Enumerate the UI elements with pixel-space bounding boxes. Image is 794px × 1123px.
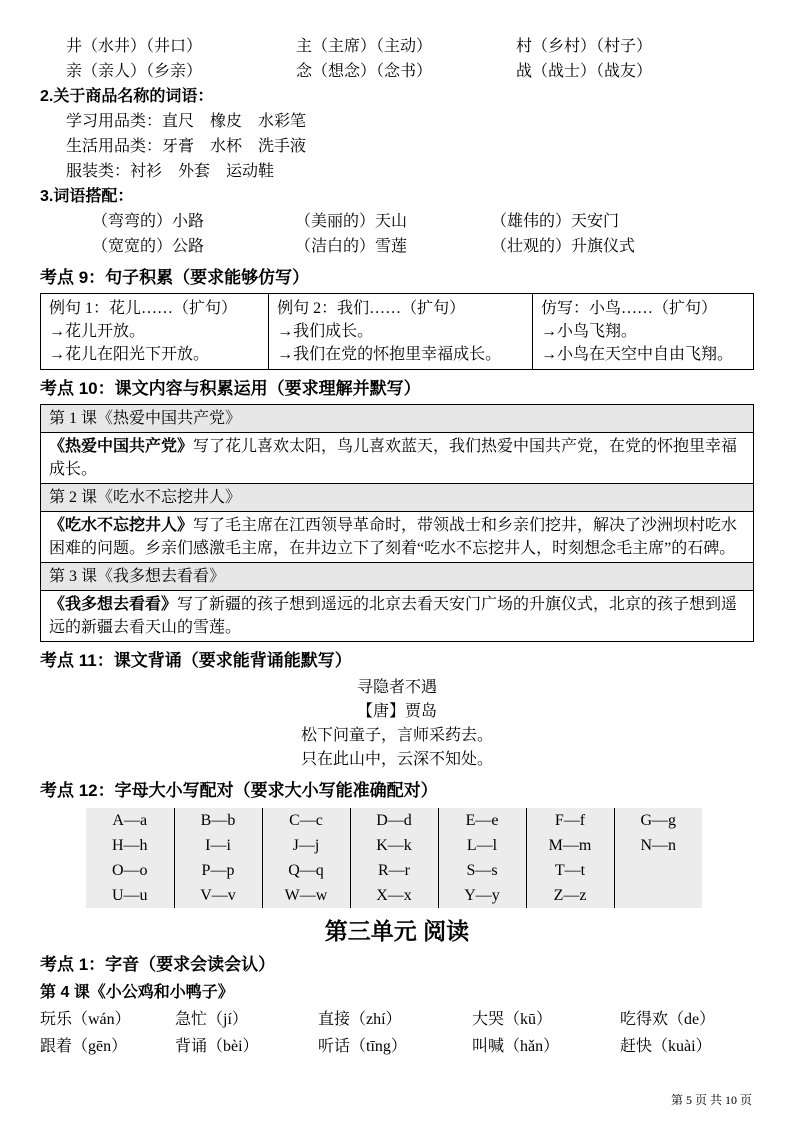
table-row: [41, 563, 754, 591]
heading-kaodian-10: 考点 10：课文内容与积累运用（要求理解并默写）: [40, 379, 421, 398]
letter-pair: N—n: [640, 837, 677, 854]
word-group: 井（水井）（井口）: [66, 38, 203, 55]
cell-line: 例句 1：花儿……（扩句）: [49, 300, 238, 317]
letter-pair: G—g: [640, 812, 677, 829]
pinyin-row: [40, 1033, 754, 1060]
letter-pair: Q—q: [262, 858, 350, 883]
goods-line: 服装类：衬衫 外套 运动鞋: [66, 163, 275, 180]
poem-author: 【唐】贾岛: [356, 703, 437, 720]
table-row: [86, 883, 702, 908]
poem-line: 松下问童子，言师采药去。: [300, 727, 493, 744]
lesson-summary-text: 写了毛主席在江西领导革命时，带领战士和乡亲们挖井，解决了沙洲坝村吃水困难的问题。乡亲们感激毛主席，在井边立下了刻着“吃水不忘挖井人，时刻想念毛主席”的石碑。: [49, 517, 738, 557]
goods-line: 学习用品类：直尺 橡皮 水彩笔: [66, 113, 307, 130]
letter-pair: E—e: [438, 808, 526, 833]
table-row: [41, 484, 754, 512]
page-number: 第 5 页 共 10 页: [670, 1093, 752, 1107]
cell-line: →我们在党的怀抱里幸福成长。: [277, 346, 502, 363]
lesson-body: [41, 433, 754, 484]
table-cell: [41, 294, 269, 370]
lesson-book-title: 《热爱中国共产党》: [49, 438, 194, 455]
cell-line: →花儿在阳光下开放。: [49, 346, 210, 363]
pinyin-word: 赶快（kuài）: [620, 1038, 712, 1055]
letter-pair-table: [86, 808, 702, 908]
letter-pair: J—j: [262, 833, 350, 858]
collocation-row: [40, 209, 754, 234]
letter-pair: P—p: [174, 858, 262, 883]
pinyin-row: [40, 1006, 754, 1033]
heading-kaodian-9: 考点 9：句子积累（要求能够仿写）: [40, 268, 310, 287]
letter-pair: S—s: [438, 858, 526, 883]
table-row: [41, 591, 754, 642]
word-group: 村（乡村）（村子）: [516, 38, 653, 55]
pinyin-word: 大哭（kū）: [472, 1011, 553, 1028]
word-group: 亲（亲人）（乡亲）: [66, 63, 203, 80]
table-row: [41, 294, 754, 370]
table-row: [86, 858, 702, 883]
lesson-book-title: 《我多想去看看》: [49, 596, 178, 613]
lesson-summary-table: [40, 404, 754, 642]
heading-kaodian-12: 考点 12：字母大小写配对（要求大小写能准确配对）: [40, 781, 438, 800]
word-group: 主（主席）（主动）: [296, 38, 433, 55]
letter-pair: L—l: [438, 833, 526, 858]
cell-line: →小鸟飞翔。: [540, 323, 637, 340]
letter-pair: B—b: [174, 808, 262, 833]
letter-pair: O—o: [86, 858, 174, 883]
pinyin-word: 背诵（bèi）: [175, 1038, 259, 1055]
letter-pair: F—f: [526, 808, 614, 833]
table-row: [41, 433, 754, 484]
table-cell: [532, 294, 753, 370]
cell-line: →花儿开放。: [49, 323, 146, 340]
letter-pair: M—m: [526, 833, 614, 858]
collocation-item: （壮观的）升旗仪式: [491, 238, 636, 255]
pinyin-word: 叫喊（hǎn）: [472, 1038, 560, 1055]
letter-pair: R—r: [350, 858, 438, 883]
lesson-header: 第 2 课《吃水不忘挖井人》: [41, 484, 754, 512]
letter-pair: [614, 883, 702, 908]
lesson-title: 第 4 课《小公鸡和小鸭子》: [40, 984, 234, 1001]
lesson-summary-text: 写了花儿喜欢太阳，鸟儿喜欢蓝天，我们热爱中国共产党，在党的怀抱里幸福成长。: [49, 438, 738, 478]
letter-pair: [614, 858, 702, 883]
collocation-item: （雄伟的）天安门: [491, 213, 620, 230]
letter-pair: A—a: [86, 808, 174, 833]
pinyin-word: 跟着（gēn）: [40, 1038, 128, 1055]
word-row: [40, 59, 754, 84]
word-row: [40, 34, 754, 59]
unit-title: 第三单元 阅读: [324, 918, 470, 944]
cell-line: →我们成长。: [277, 323, 374, 340]
section-goods-words: [40, 84, 754, 184]
letter-pair: X—x: [350, 883, 438, 908]
table-row: [86, 808, 702, 833]
poem-title: 寻隐者不遇: [356, 679, 437, 696]
subsection-title: 2.关于商品名称的词语：: [40, 88, 214, 105]
lesson-header: 第 3 课《我多想去看看》: [41, 563, 754, 591]
letter-pair: D—d: [350, 808, 438, 833]
lesson-body: [41, 512, 754, 563]
collocation-row: [40, 234, 754, 259]
letter-pair: Y—y: [438, 883, 526, 908]
collocation-item: （美丽的）天山: [295, 213, 408, 230]
cell-line: 例句 2：我们……（扩句）: [277, 300, 466, 317]
lesson-header: 第 1 课《热爱中国共产党》: [41, 405, 754, 433]
letter-pair: T—t: [526, 858, 614, 883]
lesson-body: [41, 591, 754, 642]
collocation-item: （弯弯的）小路: [92, 213, 205, 230]
poem: [40, 676, 754, 772]
letter-pair: Z—z: [526, 883, 614, 908]
subsection-title: 3.词语搭配：: [40, 188, 134, 205]
pinyin-word: 吃得欢（de）: [620, 1011, 716, 1028]
word-group: 念（想念）（念书）: [296, 63, 433, 80]
letter-pair: W—w: [262, 883, 350, 908]
letter-pair: V—v: [174, 883, 262, 908]
sentence-expansion-table: [40, 293, 754, 370]
table-cell: [269, 294, 533, 370]
cell-line: 仿写：小鸟……（扩句）: [540, 300, 717, 317]
collocation-item: （洁白的）雪莲: [295, 238, 408, 255]
cell-line: →小鸟在天空中自由飞翔。: [540, 346, 733, 363]
section-collocation: [40, 184, 754, 259]
pinyin-word: 听话（tīng）: [318, 1038, 407, 1055]
heading-kaodian-1: 考点 1：字音（要求会读会认）: [40, 955, 276, 974]
section-word-groups: [40, 34, 754, 84]
pinyin-word: 直接（zhí）: [318, 1011, 402, 1028]
word-group: 战（战士）（战友）: [516, 63, 653, 80]
collocation-item: （宽宽的）公路: [92, 238, 205, 255]
letter-pair: I—i: [174, 833, 262, 858]
lesson-summary-text: 写了新疆的孩子想到遥远的北京去看天安门广场的升旗仪式，北京的孩子想到遥远的新疆去看天山的雪莲。: [49, 596, 738, 636]
pinyin-word: 玩乐（wán）: [40, 1011, 131, 1028]
pinyin-word: 急忙（jí）: [175, 1011, 248, 1028]
poem-line: 只在此山中，云深不知处。: [300, 751, 493, 768]
letter-pair: K—k: [350, 833, 438, 858]
letter-pair: C—c: [262, 808, 350, 833]
lesson-book-title: 《吃水不忘挖井人》: [49, 517, 194, 534]
table-row: [41, 405, 754, 433]
letter-pair: H—h: [86, 833, 174, 858]
table-row: [86, 833, 702, 858]
heading-kaodian-11: 考点 11：课文背诵（要求能背诵能默写）: [40, 651, 352, 670]
letter-pair: U—u: [86, 883, 174, 908]
table-row: [41, 512, 754, 563]
goods-line: 生活用品类：牙膏 水杯 洗手液: [66, 138, 307, 155]
